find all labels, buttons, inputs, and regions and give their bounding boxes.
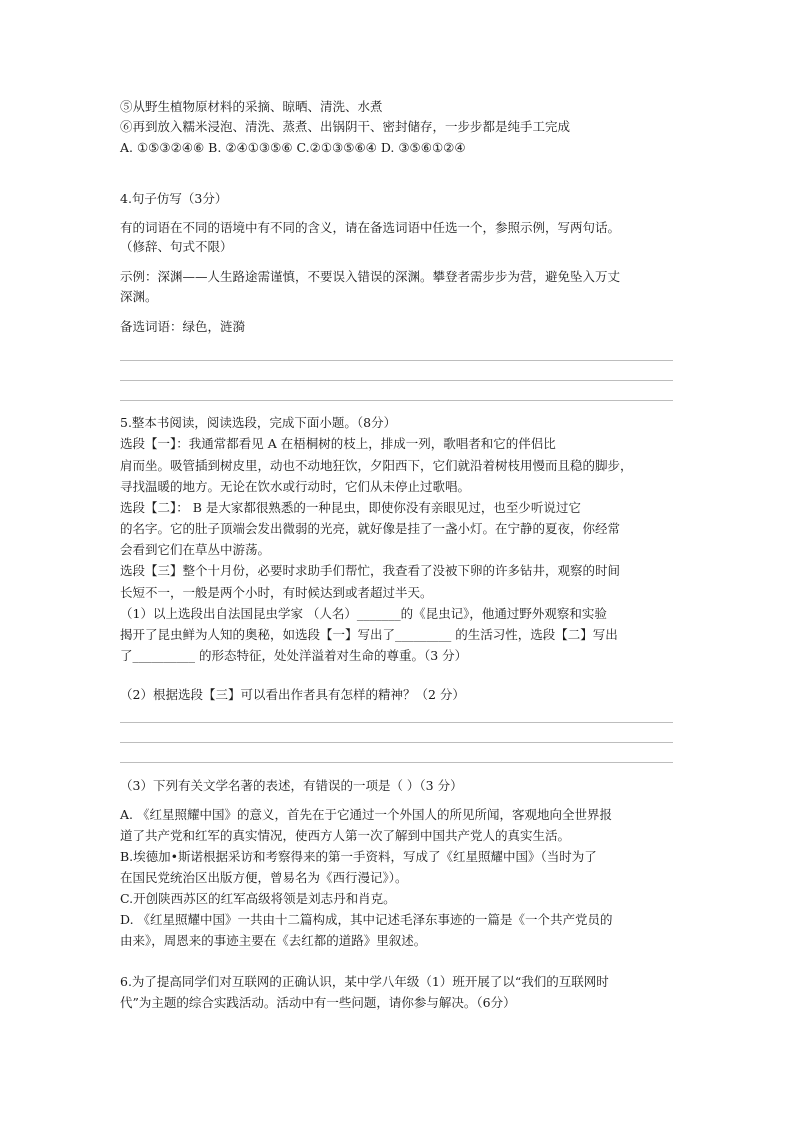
q4-answer-line-1 — [120, 360, 673, 361]
q5-sub3: （3）下列有关文学名著的表述，有错误的一项是（ ）（3 分） — [120, 778, 463, 793]
q5-title: 5.整本书阅读，阅读选段，完成下面小题。（8分） — [120, 415, 397, 430]
q5-answer-line-3 — [120, 762, 673, 763]
q4-title: 4.句子仿写（3分） — [120, 191, 228, 206]
q4-answer-line-3 — [120, 400, 673, 401]
q3-options: A. ①⑤③②④⑥ B. ②④①③⑤⑥ C.②①③⑤⑥④ D. ③⑤⑥①②④ — [120, 140, 466, 155]
q5-answer-line-2 — [120, 742, 673, 743]
q5-answer-line-1 — [120, 722, 673, 723]
q5-excerpt-2-line-2: 的名字。它的肚子顶端会发出微弱的光亮，就好像是挂了一盏小灯。在宁静的夏夜，你经常 — [120, 521, 621, 536]
q5-excerpt-2-line-3: 会看到它们在草丛中游荡。 — [120, 542, 271, 557]
q5-option-d-line-1: D. 《红星照耀中国》一共由十二篇构成，其中记述毛泽东事迹的一篇是《一个共产党员的 — [120, 912, 613, 927]
q5-sub1-line-3: 了__________ 的形态特征，处处洋溢着对生命的尊重。（3 分） — [120, 648, 468, 663]
q5-excerpt-2-line-1: 选段【二】： B 是大家都很熟悉的一种昆虫，即使你没有亲眼见过，也至少听说过它 — [120, 500, 581, 515]
q5-excerpt-1-line-1: 选段【一】：我通常都看见 A 在梧桐树的枝上，排成一列，歌唱者和它的伴侣比 — [120, 436, 556, 451]
q3-step-5: ⑤从野生植物原材料的采摘、晾晒、清洗、水煮 — [120, 99, 383, 114]
q6-line-1: 6.为了提高同学们对互联网的正确认识，某中学八年级（1）班开展了以“我们的互联网时 — [120, 974, 609, 989]
q5-excerpt-3-line-1: 选段【三】整个十月份，必要时求助手们帮忙，我查看了没被下卵的许多钻井，观察的时间 — [120, 563, 621, 578]
q5-excerpt-3-line-2: 长短不一，一般是两个小时，有时候达到或者超过半天。 — [120, 585, 433, 600]
q5-option-c: C.开创陕西苏区的红军高级将领是刘志丹和肖克。 — [120, 891, 396, 906]
q5-option-b-line-1: B.埃德加•斯诺根据采访和考察得来的第一手资料，写成了《红星照耀中国》（当时为了 — [120, 849, 597, 864]
q5-option-b-line-2: 在国民党统治区出版方便，曾易名为《西行漫记》）。 — [120, 870, 408, 885]
q5-excerpt-1-line-2: 肩而坐。吸管插到树皮里，动也不动地狂饮，夕阳西下，它们就沿着树枝用慢而且稳的脚步， — [120, 458, 633, 473]
q4-example-line-2: 深渊。 — [120, 289, 158, 304]
q5-sub1-line-1: （1）以上选段出自法国昆虫学家 （人名）_______的《昆虫记》，他通过野外观察和实验 — [120, 606, 607, 621]
q5-option-d-line-2: 由来》，周恩来的事迹主要在《去红都的道路》里叙述。 — [120, 933, 427, 948]
q5-sub1-line-2: 揭开了昆虫鲜为人知的奥秘，如选段【一】写出了_________ 的生活习性，选段【二】写出 — [120, 627, 618, 642]
q4-prompt-line-2: （修辞、句式不限） — [120, 239, 233, 254]
q6-line-2: 代”为主题的综合实践活动。活动中有一些问题，请你参与解决。（6分） — [120, 995, 516, 1010]
q3-step-6: ⑥再到放入糯米浸泡、清洗、蒸煮、出锅阴干、密封储存，一步步都是纯手工完成 — [120, 119, 571, 134]
q4-example-line-1: 示例：深渊——人生路途需谨慎，不要误入错误的深渊。攀登者需步步为营，避免坠入万丈 — [120, 269, 621, 284]
q4-prompt-line-1: 有的词语在不同的语境中有不同的含义，请在备选词语中任选一个，参照示例，写两句话。 — [120, 220, 621, 235]
q4-candidates: 备选词语：绿色，涟漪 — [120, 319, 246, 334]
q4-answer-line-2 — [120, 380, 673, 381]
q5-option-a-line-2: 道了共产党和红军的真实情况，使西方人第一次了解到中国共产党人的真实生活。 — [120, 828, 571, 843]
q5-sub2: （2）根据选段【三】可以看出作者具有怎样的精神？（2 分） — [120, 687, 465, 702]
q5-option-a-line-1: A. 《红星照耀中国》的意义，首先在于它通过一个外国人的所见所闻，客观地向全世界报 — [120, 807, 612, 822]
q5-excerpt-1-line-3: 寻找温暖的地方。无论在饮水或行动时，它们从未停止过歌唱。 — [120, 479, 471, 494]
